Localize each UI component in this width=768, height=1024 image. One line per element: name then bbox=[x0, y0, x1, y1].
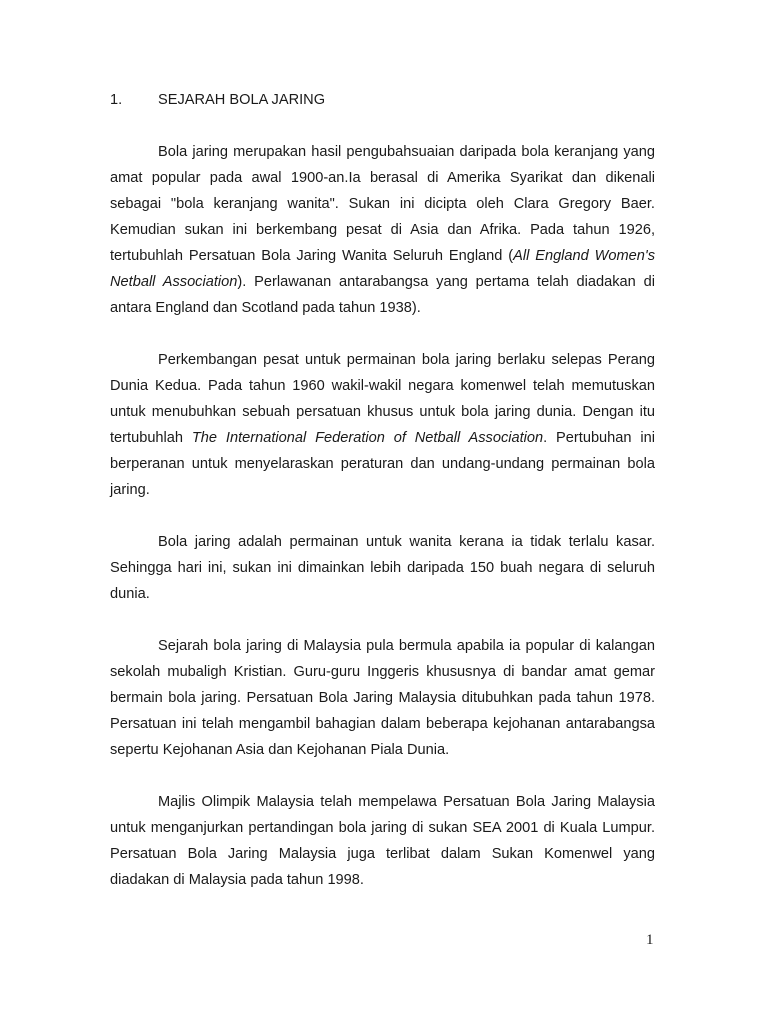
paragraph-development bbox=[110, 347, 655, 503]
section-heading bbox=[110, 90, 325, 110]
section-title: SEJARAH BOLA JARING bbox=[158, 92, 326, 108]
paragraph-text: Bola jaring merupakan hasil pengubahsuaian daripada bola keranjang yang amat popular pada awal 1900-an.Ia berasal di Amerika Syarikat dan dikenali sebagai "bola keranjang wanita". Sukan ini dicipta oleh Clara Gregory Baer. Kemudian sukan ini berkembang pesat di Asia dan Afrika. Pada tahun 1926, tertubuhlah Persatuan Bola Jaring Wanita Seluruh England ( bbox=[110, 144, 655, 264]
section-number: 1. bbox=[110, 92, 123, 108]
paragraph-origin bbox=[110, 139, 655, 321]
paragraph-text: . Pertubuhan ini berperanan untuk menyelaraskan peraturan dan undang-undang permainan bola jaring. bbox=[110, 430, 655, 498]
italic-term: All England Women's Netball Association bbox=[110, 248, 656, 290]
paragraph-text: Perkembangan pesat untuk permainan bola jaring berlaku selepas Perang Dunia Kedua. Pada tahun 1960 wakil-wakil negara komenwel telah memutuskan untuk menubuhkan sebuah persatuan khusus untuk bola jaring dunia. Dengan itu tertubuhlah bbox=[110, 352, 655, 446]
page-number: 1 bbox=[646, 932, 654, 948]
document-body bbox=[110, 139, 655, 919]
paragraph-sea-games: Majlis Olimpik Malaysia telah mempelawa Persatuan Bola Jaring Malaysia untuk menganjurkan pertandingan bola jaring di sukan SEA 2001 di Kuala Lumpur. Persatuan Bola Jaring Malaysia juga terlibat dalam Sukan Komenwel yang diadakan di Malaysia pada tahun 1998. bbox=[110, 794, 655, 888]
italic-term: The International Federation of Netball Association bbox=[191, 430, 544, 446]
paragraph-text: ). Perlawanan antarabangsa yang pertama telah diadakan di antara England dan Scotland pada tahun 1938). bbox=[110, 274, 655, 316]
paragraph-women-sport: Bola jaring adalah permainan untuk wanita kerana ia tidak terlalu kasar. Sehingga hari ini, sukan ini dimainkan lebih daripada 150 buah negara di seluruh dunia. bbox=[110, 534, 655, 602]
paragraph-malaysia-history: Sejarah bola jaring di Malaysia pula bermula apabila ia popular di kalangan sekolah mubaligh Kristian. Guru-guru Inggeris khususnya di bandar amat gemar bermain bola jaring. Persatuan Bola Jaring Malaysia ditubuhkan pada tahun 1978. Persatuan ini telah mengambil bahagian dalam beberapa kejohanan antarabangsa sepertu Kejohanan Asia dan Kejohanan Piala Dunia. bbox=[110, 638, 655, 758]
